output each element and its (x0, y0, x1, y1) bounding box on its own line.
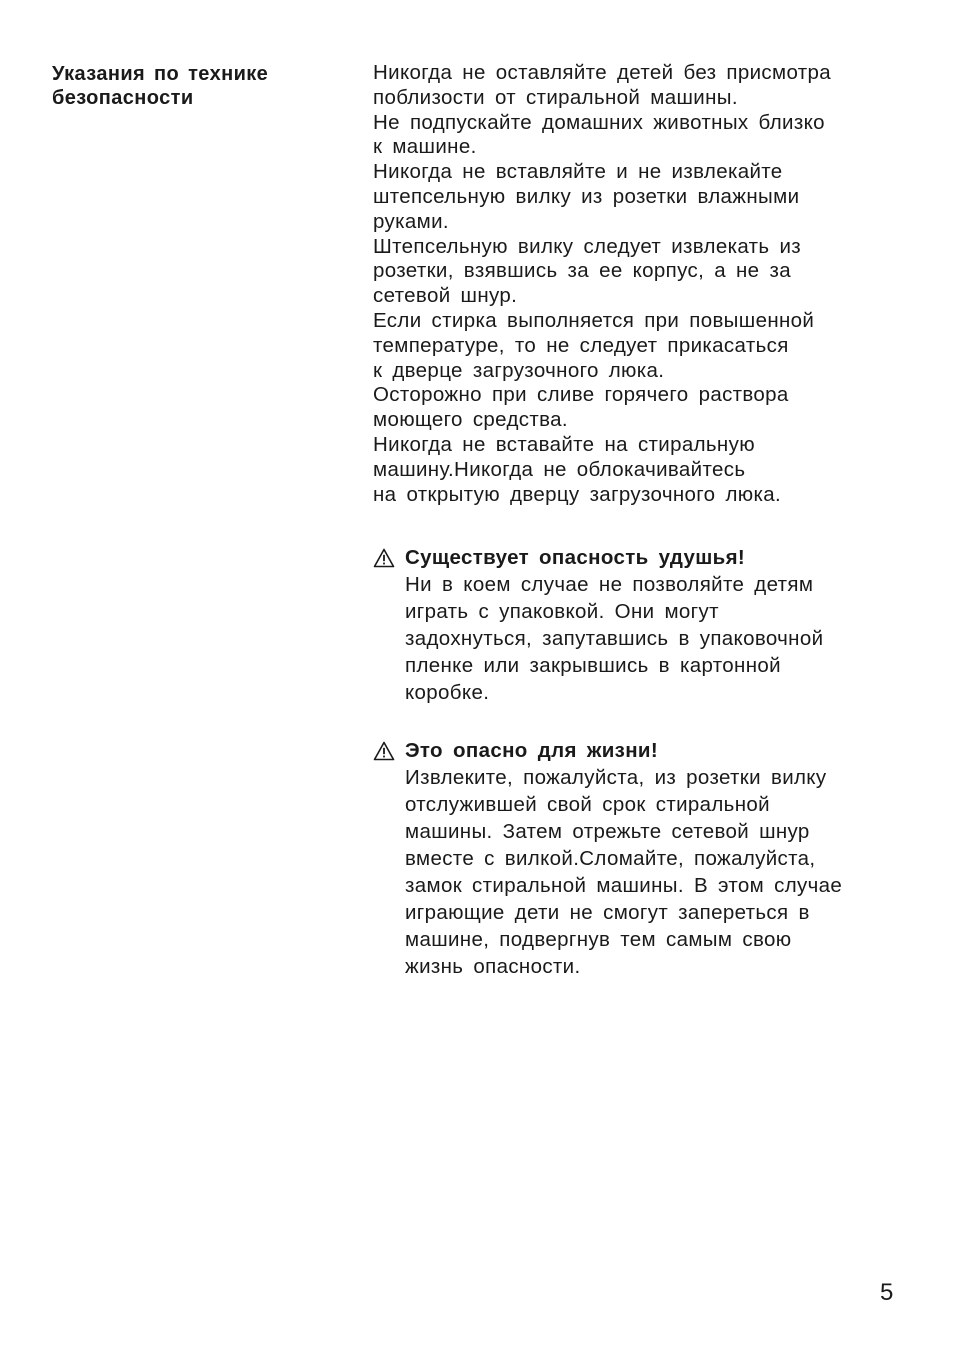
page-number: 5 (880, 1279, 894, 1306)
warning-choking (373, 544, 913, 706)
warning-body (405, 571, 913, 706)
warning-title-text: Это опасно для жизни! (405, 739, 659, 762)
instruction-line: на открытую дверцу загрузочного люка. (373, 482, 782, 506)
warning-line: жизнь опасности. (405, 955, 581, 978)
instruction-line: Никогда не вставляйте и не извлекайте (373, 160, 783, 184)
instruction-line: Не подпускайте домашних животных близко (373, 110, 825, 134)
instruction-line: Никогда не оставляйте детей без присмотра (373, 61, 832, 84)
instruction-line: сетевой шнур. (373, 284, 518, 308)
safety-instructions (373, 61, 913, 507)
section-heading-line: безопасности (52, 87, 194, 109)
instruction-line: Никогда не вставайте на стиральную (373, 432, 755, 456)
warning-line: машины. Затем отрежьте сетевой шнур (405, 820, 810, 843)
warning-line: Ни в коем случае не позволяйте детям (405, 573, 814, 596)
warning-triangle-icon (373, 548, 395, 568)
warning-title (373, 544, 913, 571)
instruction-line: к дверце загрузочного люка. (373, 358, 665, 382)
warning-danger-to-life (373, 737, 913, 980)
warning-body (405, 764, 913, 980)
warning-line: Извлеките, пожалуйста, из розетки вилку (405, 766, 827, 789)
warning-line: вместе с вилкой.Сломайте, пожалуйста, (405, 847, 816, 870)
instruction-line: к машине. (373, 135, 477, 159)
warning-line: пленке или закрывшись в картонной (405, 654, 781, 677)
instruction-line: температуре, то не следует прикасаться (373, 333, 789, 357)
warning-triangle-icon (373, 741, 395, 761)
warning-line: играть с упаковкой. Они могут (405, 600, 719, 623)
section-heading (52, 62, 342, 110)
instruction-line: Осторожно при сливе горячего раствора (373, 383, 789, 407)
warning-title (373, 737, 913, 764)
warning-line: машине, подвергнув тем самым свою (405, 928, 792, 951)
warning-line: играющие дети не смогут запереться в (405, 901, 810, 924)
warning-line: коробке. (405, 681, 490, 704)
instruction-line: руками. (373, 209, 449, 233)
instruction-line: розетки, взявшись за ее корпус, а не за (373, 259, 791, 283)
warning-line: замок стиральной машины. В этом случае (405, 874, 843, 897)
instruction-line: Штепсельную вилку следует извлекать из (373, 234, 802, 258)
instruction-line: поблизости от стиральной машины. (373, 85, 738, 109)
instruction-line: штепсельную вилку из розетки влажными (373, 184, 800, 208)
instruction-line: моющего средства. (373, 408, 568, 432)
warning-line: задохнуться, запутавшись в упаковочной (405, 627, 824, 650)
warning-line: отслужившей свой срок стиральной (405, 793, 770, 816)
instruction-line: Если стирка выполняется при повышенной (373, 308, 815, 332)
section-heading-line: Указания по технике (52, 63, 269, 85)
warning-title-text: Существует опасность удушья! (405, 546, 746, 569)
instruction-line: машину.Никогда не облокачивайтесь (373, 457, 746, 481)
